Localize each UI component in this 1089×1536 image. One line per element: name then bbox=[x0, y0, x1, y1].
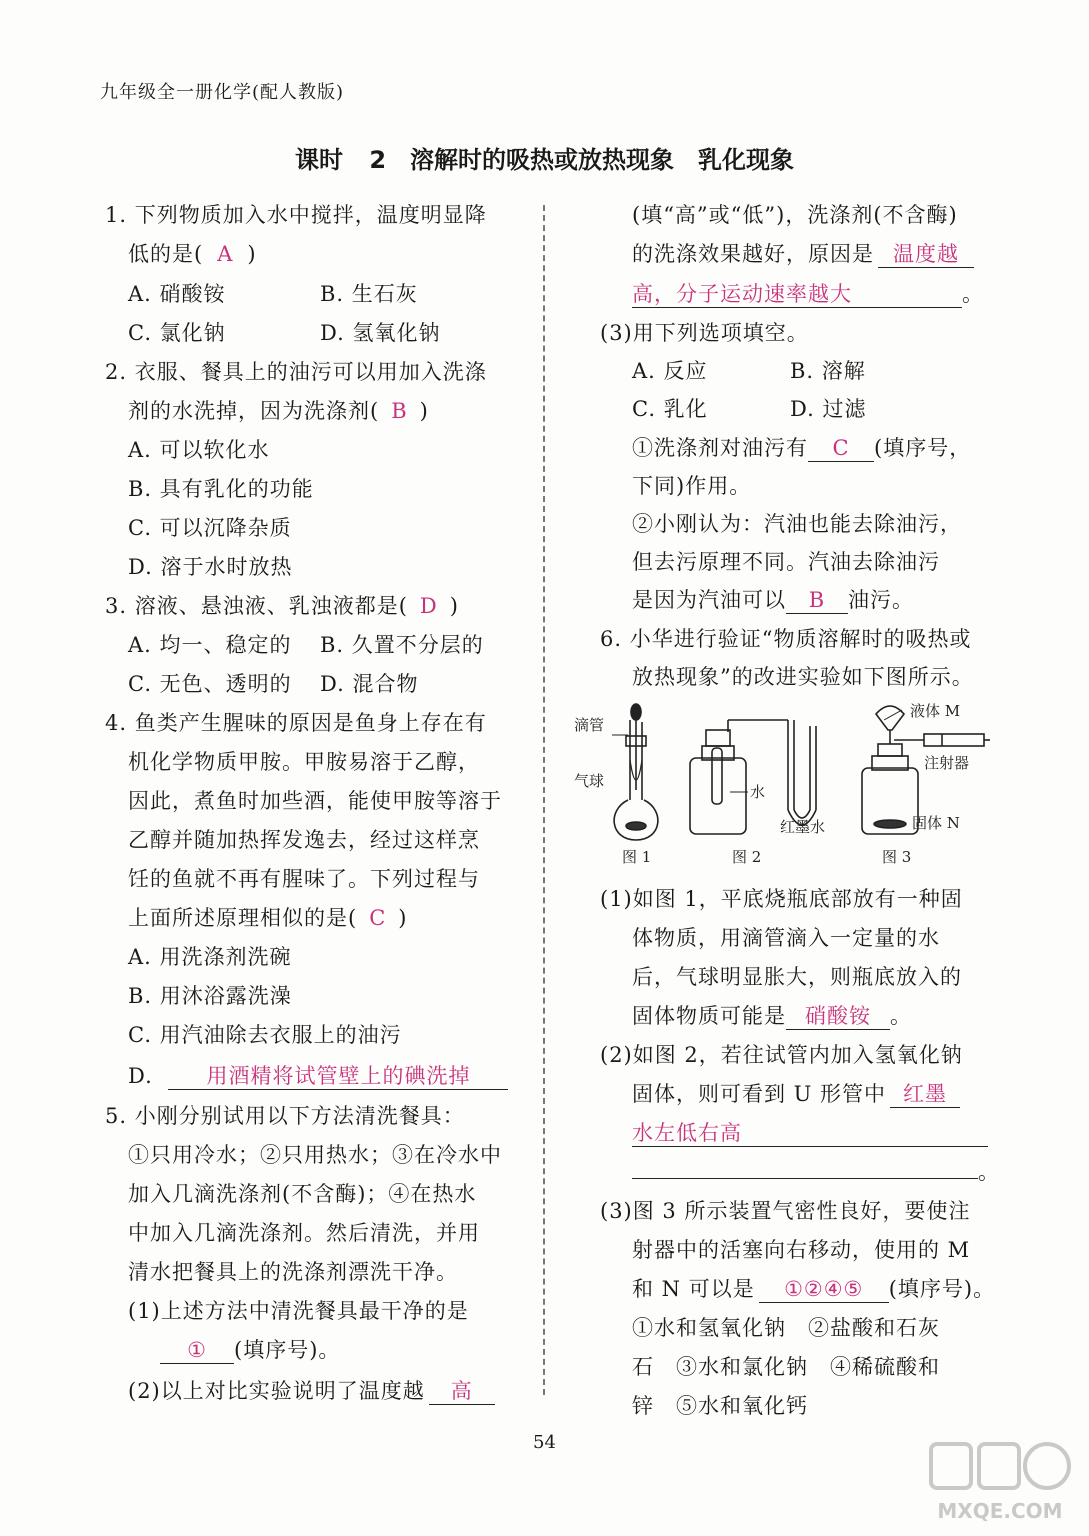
q4-option-c: C. 用汽油除去衣服上的油污 bbox=[128, 1023, 402, 1047]
q5-part2-reason-2: 高，分子运动速率越大 bbox=[632, 281, 962, 308]
watermark-text: MXQE.COM bbox=[937, 1499, 1063, 1523]
q6-part3-line3 bbox=[632, 1275, 995, 1303]
q2-answer: B bbox=[391, 399, 408, 423]
label-fig3: 图 3 bbox=[882, 848, 912, 866]
label-balloon: 气球 bbox=[574, 772, 605, 790]
q3-option-b: B. 久置不分层的 bbox=[320, 633, 484, 657]
q2-option-d: D. 溶于水时放热 bbox=[128, 555, 293, 579]
q4-line4: 乙醇并随加热挥发逸去，经过这样烹 bbox=[128, 828, 480, 852]
q4-stem-text: 上面所述原理相似的是( bbox=[128, 906, 358, 930]
label-fig2: 图 2 bbox=[732, 848, 762, 866]
q6-part3-options-line1: ①水和氢氧化钠 ②盐酸和石灰 bbox=[632, 1316, 940, 1340]
q5-part1-post: (填序号)。 bbox=[234, 1338, 341, 1362]
q3-stem-text: 3. 溶液、悬浊液、乳浊液都是( bbox=[105, 594, 408, 618]
q6-part3-options-line3: 锌 ⑤水和氧化钙 bbox=[632, 1394, 808, 1418]
q1-option-c: C. 氯化钠 bbox=[128, 321, 226, 345]
q6-part1-line4 bbox=[632, 1002, 912, 1030]
q4-option-b: B. 用沐浴露洗澡 bbox=[128, 984, 292, 1008]
q5-part3-2-line2: 但去污原理不同。汽油去除油污 bbox=[632, 550, 940, 574]
q4-stem-close: ) bbox=[398, 906, 408, 930]
q5-part1-answer: ① bbox=[160, 1337, 234, 1364]
q2-stem-text: 剂的水洗掉，因为洗涤剂( bbox=[128, 399, 380, 423]
q2-option-a: A. 可以软化水 bbox=[128, 438, 270, 462]
q5-line3: 加入几滴洗涤剂(不含酶)；④在热水 bbox=[128, 1182, 477, 1206]
q5-part2-reason-1: 温度越 bbox=[878, 241, 974, 268]
figure1-flask bbox=[612, 704, 658, 840]
q5-part2-text: (2)以上对比实验说明了温度越 bbox=[128, 1379, 425, 1403]
q3-answer: D bbox=[419, 594, 438, 618]
label-red-ink: 红墨水 bbox=[780, 818, 826, 836]
watermark-logo bbox=[925, 1438, 1075, 1528]
q5-part2-line1 bbox=[128, 1377, 495, 1405]
q5-part3-2-answer: B bbox=[786, 587, 848, 614]
q5-part3-1-post: (填序号， bbox=[874, 436, 972, 460]
q5-part3-1-line1 bbox=[632, 434, 971, 462]
q6-part1-answer: 硝酸铵 bbox=[786, 1003, 890, 1030]
q5-line1: 5. 小刚分别试用以下方法清洗餐具： bbox=[105, 1104, 465, 1128]
q1-stem-line2 bbox=[128, 240, 257, 268]
q3-stem bbox=[105, 592, 459, 620]
q6-part3-line2: 射器中的活塞向右移动，使用的 M bbox=[632, 1238, 971, 1262]
q5-part1-line1: (1)上述方法中清洗餐具最干净的是 bbox=[128, 1299, 469, 1323]
q5-line2: ①只用冷水；②只用热水；③在冷水中 bbox=[128, 1143, 502, 1167]
q6-part2-end: 。 bbox=[978, 1160, 1000, 1184]
q1-option-b: B. 生石灰 bbox=[320, 282, 418, 306]
q5-line4: 中加入几滴洗涤剂。然后清洗，并用 bbox=[128, 1221, 480, 1245]
q6-part2-blank-line bbox=[632, 1178, 978, 1179]
q6-part3-line1: (3)图 3 所示装置气密性良好，要使注 bbox=[600, 1199, 971, 1223]
q6-part1-line3: 后，气球明显胀大，则瓶底放入的 bbox=[632, 965, 962, 989]
label-liquid-m: 液体 M bbox=[910, 702, 961, 720]
page-number: 54 bbox=[533, 1432, 556, 1453]
q6-part2-line3 bbox=[632, 1119, 988, 1147]
experiment-figure bbox=[572, 700, 992, 870]
q1-stem-line1: 1. 下列物质加入水中搅拌，温度明显降 bbox=[105, 203, 487, 227]
q4-line6 bbox=[128, 904, 407, 932]
q6-part3-text: 和 N 可以是 bbox=[632, 1277, 755, 1301]
q6-part1-text: 固体物质可能是 bbox=[632, 1004, 786, 1028]
q3-option-d: D. 混合物 bbox=[320, 672, 419, 696]
q5-part3-2-line3 bbox=[632, 586, 914, 614]
q3-option-a: A. 均一、稳定的 bbox=[128, 633, 292, 657]
q6-part2-line4 bbox=[632, 1158, 1000, 1186]
q2-option-b: B. 具有乳化的功能 bbox=[128, 477, 314, 501]
q5-part2-line2: (填“高”或“低”)，洗涤剂(不含酶) bbox=[632, 203, 958, 227]
q1-answer: A bbox=[217, 242, 234, 266]
q6-part1-end: 。 bbox=[890, 1004, 912, 1028]
q1-option-a: A. 硝酸铵 bbox=[128, 282, 226, 306]
q1-option-d: D. 氢氧化钠 bbox=[320, 321, 441, 345]
q4-option-d-label: D. bbox=[128, 1064, 153, 1088]
q4-line3: 因此，煮鱼时加些酒，能使甲胺等溶于 bbox=[128, 789, 502, 813]
q4-answer: C bbox=[369, 906, 387, 930]
q6-part1-line2: 体物质，用滴管滴入一定量的水 bbox=[632, 926, 940, 950]
q5-part1-line2 bbox=[160, 1336, 340, 1364]
q4-line5: 饪的鱼就不再有腥味了。下列过程与 bbox=[128, 867, 480, 891]
q5-part3-1-text: ①洗涤剂对油污有 bbox=[632, 436, 808, 460]
q5-part3-2-text: 是因为汽油可以 bbox=[632, 588, 786, 612]
label-solid-n: 固体 N bbox=[912, 814, 960, 832]
q6-part2-answer-2: 水左低右高 bbox=[632, 1120, 988, 1147]
q3-stem-close: ) bbox=[449, 594, 459, 618]
label-dropper: 滴管 bbox=[574, 716, 605, 734]
q2-option-c: C. 可以沉降杂质 bbox=[128, 516, 292, 540]
q5-part3-2-line1: ②小刚认为：汽油也能去除油污， bbox=[632, 512, 962, 536]
q6-part3-answer: ①②④⑤ bbox=[759, 1276, 889, 1303]
q5-part3-stem: (3)用下列选项填空。 bbox=[600, 321, 809, 345]
q6-part2-answer-1: 红墨 bbox=[890, 1081, 960, 1108]
q5-part3-option-d: D. 过滤 bbox=[790, 397, 867, 421]
q4-line2: 机化学物质甲胺。甲胺易溶于乙醇， bbox=[128, 750, 480, 774]
q4-option-a: A. 用洗涤剂洗碗 bbox=[128, 945, 292, 969]
q4-option-d-answer: 用酒精将试管壁上的碘洗掉 bbox=[168, 1063, 508, 1090]
q5-part2-line3 bbox=[632, 240, 974, 268]
q5-part3-1-answer: C bbox=[808, 435, 874, 462]
figure2-bottle-utube bbox=[690, 720, 816, 834]
q6-part2-line1: (2)如图 2，若往试管内加入氢氧化钠 bbox=[600, 1043, 963, 1067]
q6-part1-line1: (1)如图 1，平底烧瓶底部放有一种固 bbox=[600, 887, 963, 911]
q6-part2-text: 固体，则可看到 U 形管中 bbox=[632, 1082, 887, 1106]
q2-stem-line1: 2. 衣服、餐具上的油污可以用加入洗涤 bbox=[105, 360, 487, 384]
q6-part3-post: (填序号)。 bbox=[888, 1277, 996, 1301]
q6-line1: 6. 小华进行验证“物质溶解时的吸热或 bbox=[600, 627, 972, 651]
q5-part3-2-post: 油污。 bbox=[848, 588, 914, 612]
q5-part3-option-a: A. 反应 bbox=[632, 359, 708, 383]
book-header: 九年级全一册化学(配人教版) bbox=[100, 82, 345, 103]
q3-option-c: C. 无色、透明的 bbox=[128, 672, 292, 696]
q5-part3-1-line2: 下同)作用。 bbox=[632, 474, 752, 498]
label-fig1: 图 1 bbox=[622, 848, 652, 866]
q6-part3-options-line2: 石 ③水和氯化钠 ④稀硫酸和 bbox=[632, 1355, 940, 1379]
q5-part3-option-c: C. 乳化 bbox=[632, 397, 708, 421]
q5-part3-option-b: B. 溶解 bbox=[790, 359, 866, 383]
q1-stem-text: 低的是( bbox=[128, 242, 204, 266]
q1-stem-close: ) bbox=[247, 242, 257, 266]
q5-part2-reason-label: 的洗涤效果越好，原因是 bbox=[632, 242, 874, 266]
label-water: 水 bbox=[750, 783, 766, 801]
column-divider bbox=[543, 205, 545, 1395]
q4-line1: 4. 鱼类产生腥味的原因是鱼身上存在有 bbox=[105, 711, 487, 735]
q4-option-d bbox=[128, 1062, 508, 1090]
q6-line2: 放热现象”的改进实验如下图所示。 bbox=[632, 665, 974, 689]
q5-line5: 清水把餐具上的洗涤剂漂洗干净。 bbox=[128, 1260, 458, 1284]
q5-part2-line4 bbox=[632, 280, 984, 308]
q2-stem-line2 bbox=[128, 397, 429, 425]
q6-part2-line2 bbox=[632, 1080, 960, 1108]
label-syringe: 注射器 bbox=[924, 754, 970, 772]
q5-part2-answer: 高 bbox=[429, 1378, 495, 1405]
q2-stem-close: ) bbox=[419, 399, 429, 423]
q5-part2-end: 。 bbox=[962, 282, 984, 306]
lesson-title: 课时 2 溶解时的吸热或放热现象 乳化现象 bbox=[294, 146, 795, 174]
